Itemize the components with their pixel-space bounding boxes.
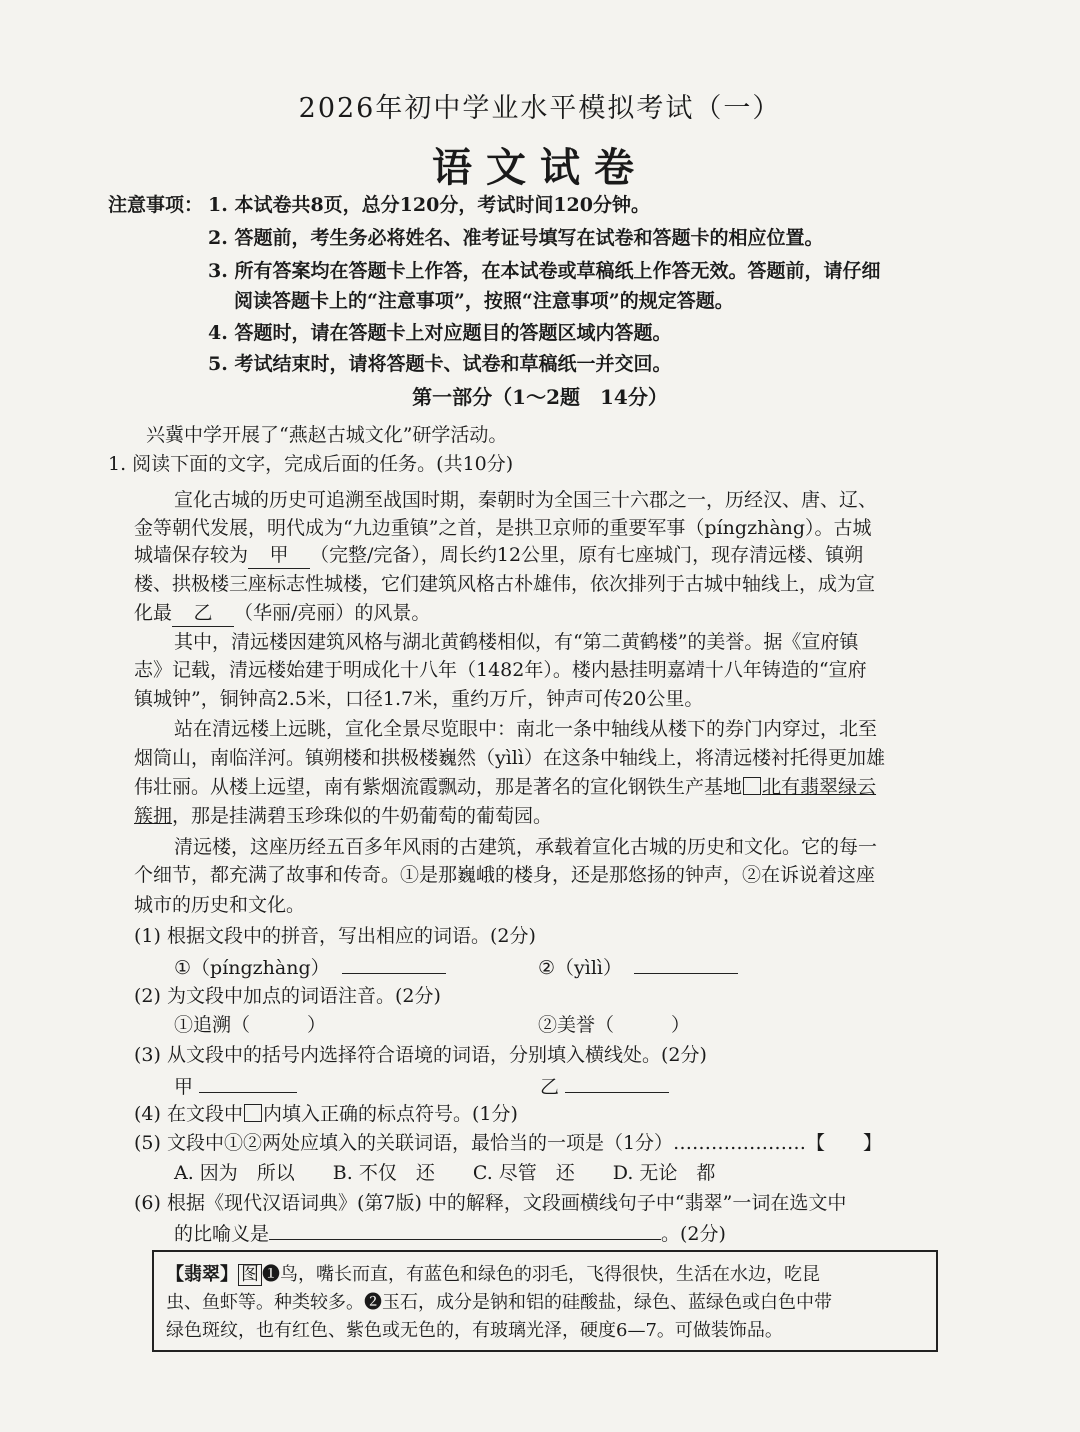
question-text: 内填入正确的标点符号。(1分) bbox=[262, 1103, 518, 1125]
definition-text: ❶鸟，嘴长而直，有蓝色和绿色的羽毛，飞得很快，生活在水边，吃昆 bbox=[262, 1264, 820, 1285]
note-item: 1. 本试卷共8页，总分120分，考试时间120分钟。 bbox=[208, 194, 650, 216]
sub-question bbox=[134, 1101, 518, 1127]
pinyin-prompt: ②（yìlì） bbox=[538, 957, 622, 979]
answer-blank[interactable] bbox=[565, 1072, 669, 1093]
sub-question: (5) 文段中①②两处应填入的关联词语，最恰当的一项是（1分）…………………【 】 bbox=[134, 1132, 883, 1154]
answer-blank[interactable] bbox=[342, 953, 446, 974]
illustration-tag: 图 bbox=[238, 1264, 262, 1286]
answer-line: ②美誉（ ） bbox=[538, 1014, 691, 1036]
answer-label: 甲 bbox=[174, 1076, 194, 1098]
passage-line: 楼、拱极楼三座标志性城楼，它们建筑风格古朴雄伟，依次排列于古城中轴线上，成为宣 bbox=[134, 573, 876, 595]
dictionary-line bbox=[166, 1262, 820, 1288]
sub-question: (2) 为文段中加点的词语注音。(2分) bbox=[134, 985, 441, 1007]
punctuation-box bbox=[743, 777, 761, 795]
part1-heading: 第一部分（1～2题 14分） bbox=[412, 385, 668, 409]
passage-line: 志》记载，清远楼始建于明成化十八年（1482年）。楼内悬挂明嘉靖十八年铸造的“宣府 bbox=[134, 659, 867, 681]
passage-text: （华丽/亮丽）的风景。 bbox=[234, 602, 431, 624]
answer-line: ①追溯（ ） bbox=[174, 1014, 327, 1036]
pinyin-prompt: ①（píngzhàng） bbox=[174, 957, 330, 979]
answer-line bbox=[174, 1072, 297, 1100]
passage-line: 其中，清远楼因建筑风格与湖北黄鹤楼相似，有“第二黄鹤楼”的美誉。据《宣府镇 bbox=[174, 631, 859, 653]
passage-line: 城市的历史和文化。 bbox=[134, 894, 306, 916]
answer-options: A. 因为 所以 B. 不仅 还 C. 尽管 还 D. 无论 都 bbox=[174, 1162, 716, 1184]
answer-line bbox=[540, 1072, 669, 1100]
blank-jia: 甲 bbox=[248, 542, 310, 569]
passage-text: （完整/完备），周长约12公里，原有七座城门，现存清远楼、镇朔 bbox=[310, 544, 864, 566]
dictionary-headword: 【翡翠】 bbox=[166, 1264, 238, 1285]
answer-blank[interactable] bbox=[634, 953, 738, 974]
passage-line: 个细节，都充满了故事和传奇。①是那巍峨的楼身，还是那悠扬的钟声，②在诉说着这座 bbox=[134, 864, 876, 886]
question-text: 的比喻义是 bbox=[174, 1223, 270, 1245]
answer-label: 乙 bbox=[540, 1076, 560, 1098]
answer-line bbox=[174, 953, 446, 981]
dictionary-entry-box bbox=[152, 1250, 938, 1352]
subject-title: 语文试卷 bbox=[432, 144, 648, 191]
note-item: 3. 所有答案均在答题卡上作答，在本试卷或草稿纸上作答无效。答题前，请仔细 bbox=[208, 260, 881, 282]
note-item: 5. 考试结束时，请将答题卡、试卷和草稿纸一并交回。 bbox=[208, 353, 672, 375]
blank-yi: 乙 bbox=[172, 600, 234, 627]
passage-text: ，那是挂满碧玉珍珠似的牛奶葡萄的葡萄园。 bbox=[172, 805, 553, 827]
notes-label: 注意事项： bbox=[108, 194, 204, 216]
sub-question: (1) 根据文段中的拼音，写出相应的词语。(2分) bbox=[134, 925, 536, 947]
exam-title: 2026年初中学业水平模拟考试（一） bbox=[298, 93, 782, 124]
answer-line bbox=[538, 953, 738, 981]
passage-line: 金等朝代发展，明代成为“九边重镇”之首，是拱卫京师的重要军事（píngzhàng）。古城 bbox=[134, 517, 872, 539]
passage-line bbox=[134, 600, 430, 627]
underlined-sentence: 北有翡翠绿云 bbox=[762, 776, 877, 798]
question-text: 。(2分) bbox=[661, 1223, 726, 1245]
question-text: (4) 在文段中 bbox=[134, 1103, 243, 1125]
passage-line: 站在清远楼上远眺，宣化全景尽览眼中：南北一条中轴线从楼下的券门内穿过，北至 bbox=[174, 718, 878, 740]
passage-text: 化最 bbox=[134, 602, 173, 624]
part1-intro: 兴冀中学开展了“燕赵古城文化”研学活动。 bbox=[146, 424, 508, 446]
dictionary-line: 绿色斑纹，也有红色、紫色或无色的，有玻璃光泽，硬度6—7。可做装饰品。 bbox=[166, 1320, 783, 1341]
passage-line: 镇城钟”，铜钟高2.5米，口径1.7米，重约万斤，钟声可传20公里。 bbox=[134, 688, 704, 710]
sub-question: (3) 从文段中的括号内选择符合语境的词语，分别填入横线处。(2分) bbox=[134, 1044, 707, 1066]
dictionary-line: 虫、鱼虾等。种类较多。❷玉石，成分是钠和铝的硅酸盐，绿色、蓝绿色或白色中带 bbox=[166, 1292, 832, 1313]
underlined-sentence: 簇拥 bbox=[134, 805, 173, 827]
passage-line bbox=[134, 803, 552, 829]
passage-line: 宣化古城的历史可追溯至战国时期，秦朝时为全国三十六郡之一，历经汉、唐、辽、 bbox=[174, 489, 878, 511]
punctuation-box bbox=[244, 1104, 262, 1122]
answer-blank[interactable] bbox=[199, 1072, 297, 1093]
passage-line: 清远楼，这座历经五百多年风雨的古建筑，承载着宣化古城的历史和文化。它的每一 bbox=[174, 836, 878, 858]
note-item: 2. 答题前，考生务必将姓名、准考证号填写在试卷和答题卡的相应位置。 bbox=[208, 227, 824, 249]
passage-line bbox=[134, 542, 863, 569]
passage-line bbox=[134, 774, 876, 800]
answer-line bbox=[174, 1219, 726, 1247]
note-item: 阅读答题卡上的“注意事项”，按照“注意事项”的规定答题。 bbox=[234, 290, 734, 312]
question-1-heading: 1. 阅读下面的文字，完成后面的任务。(共10分) bbox=[108, 453, 514, 475]
note-item: 4. 答题时，请在答题卡上对应题目的答题区域内答题。 bbox=[208, 322, 672, 344]
passage-text: 城墙保存较为 bbox=[134, 544, 249, 566]
sub-question: (6) 根据《现代汉语词典》(第7版) 中的解释，文段画横线句子中“翡翠”一词在选文中 bbox=[134, 1192, 847, 1214]
passage-line: 烟筒山，南临洋河。镇朔楼和拱极楼巍然（yìlì）在这条中轴线上，将清远楼衬托得更加雄 bbox=[134, 747, 885, 769]
answer-blank[interactable] bbox=[269, 1219, 661, 1240]
passage-text: 伟壮丽。从楼上远望，南有紫烟流霞飘动，那是著名的宣化钢铁生产基地 bbox=[134, 776, 743, 798]
